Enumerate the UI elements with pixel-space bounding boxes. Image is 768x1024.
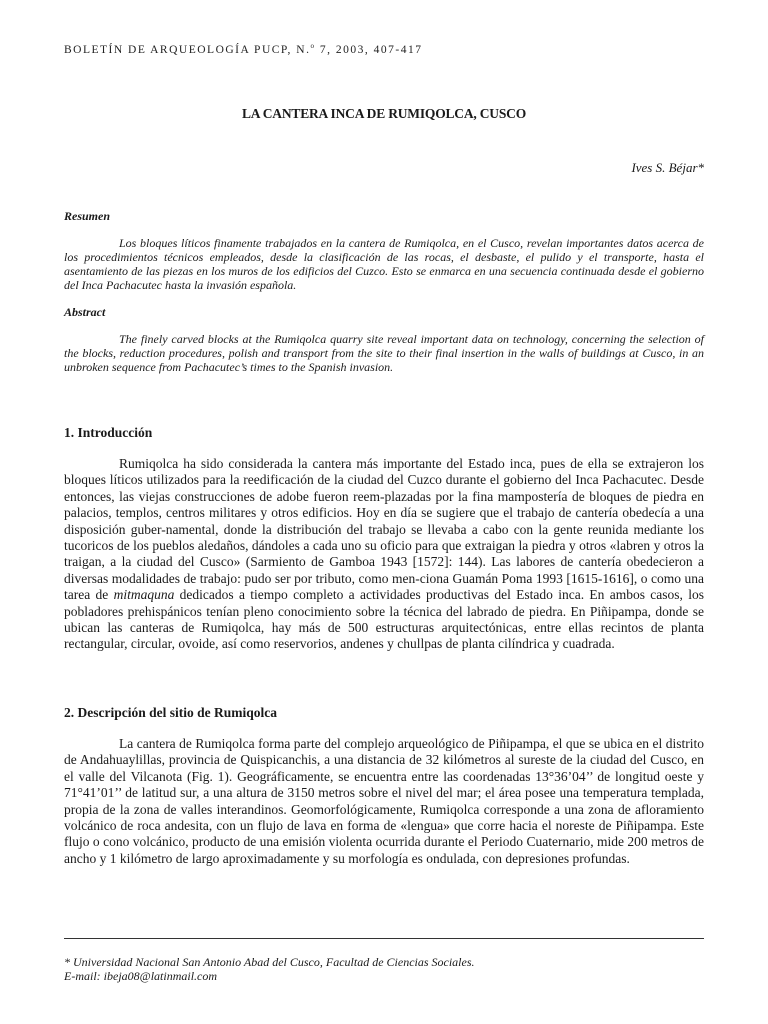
section-1-text-part-1: Rumiqolca ha sido considerada la cantera más importante del Estado inca, pues de ella se extrajeron los bloques líticos utilizados para la reedificación de la ciudad del Cuzco durante el gobierno del Inca Pachacutec. Desde entonces, las viejas construcciones de adobe fueron reem-plazadas por la fina mampostería de bloques de piedra en palacios, templos, centros militares y otros edificios. Hoy en día se sugiere que el trabajo de cantería obedecía a una disposición guber-namental, donde la distribución del trabajo se llevaba a cabo con la gente reunida mediante los tucoricos de los pueblos aledaños, dándoles a cada uno su oficio para que extraigan la piedra y otros «labren y otros la traigan, a la ciudad del Cusco» (Sarmiento de Gamboa 1943 [1572]: 144). Las labores de cantería obedecieron a diversas modalidades de trabajo: pudo ser por tributo, como men-ciona Guamán Poma 1993 [1615-1616], o como una tarea de	[64, 456, 704, 603]
section-1-italic-term: mitmaquna	[113, 587, 175, 603]
journal-number-superscript: o	[310, 42, 316, 50]
article-title: LA CANTERA INCA DE RUMIQOLCA, CUSCO	[241, 106, 527, 121]
resumen-text: Los bloques líticos finamente trabajados en la cantera de Rumiqolca, en el Cusco, revelan importantes datos acerca de los procedimientos técnicos empleados, desde la clasificación de las rocas, el desbaste, el pulido y el transporte, hasta el asentamiento de las piezas en los muros de los edificios del Cuzco. Esto se enmarca en una secuencia continuada desde el gobierno del Inca Pachacutec hasta la invasión española.	[64, 236, 704, 292]
journal-issue-pages: 7, 2003, 407-417	[315, 43, 423, 56]
footnote-divider	[64, 938, 704, 939]
article-author: Ives S. Béjar*	[631, 160, 704, 175]
section-2-paragraph: La cantera de Rumiqolca forma parte del complejo arqueológico de Piñipampa, el que se ubica en el distrito de Andahuaylillas, provincia de Quispicanchis, a una distancia de 32 kilómetros al sureste de la ciudad del Cusco, en el valle del Vilcanota (Fig. 1). Geográficamente, se encuentra entre las coordenadas 13°36’04’’ de longitud oeste y 71°41’01’’ de latitud sur, a una altura de 3150 metros sobre el nivel del mar; el área posee una temperatura templada, propia de la zona de valles interandinos. Geomorfológicamente, Rumiqolca corresponde a una zona de afloramiento volcánico de roca andesita, con un flujo de lava en forma de «lengua» que corre hacia el noreste de Piñipampa. Este flujo o cono volcánico, producto de una emisión violenta ocurrida durante el Periodo Cuaternario, mide 200 metros de ancho y 1 kilómetro de largo aproximadamente y su morfología es ondulada, con depresiones profundas.	[64, 736, 704, 866]
footnote-affiliation: * Universidad Nacional San Antonio Abad del Cusco, Facultad de Ciencias Sociales.	[64, 955, 475, 969]
journal-name: BOLETÍN DE ARQUEOLOGÍA PUCP, N.	[64, 43, 311, 56]
section-1-text-part-2: dedicados a tiempo completo a actividades productivas del Estado inca. En ambos casos, los pobladores prehispánicos tenían pleno conocimiento sobre la técnica del labrado de piedra. En Piñipampa, donde se ubican las canteras de Rumiqolca, hay más de 500 estructuras arquitectónicas, entre ellas recintos de planta rectangular, circular, ovoide, así como reservorios, andenes y chullpas de planta cilíndrica y cuadrada.	[64, 587, 704, 652]
abstract-text: The finely carved blocks at the Rumiqolca quarry site reveal important data on technology, concerning the selection of the blocks, reduction procedures, polish and transport from the site to their final insertion in the walls of buildings at Cusco, in an unbroken sequence from Pachacutec’s times to the Spanish invasion.	[64, 332, 704, 374]
section-2-heading: 2. Descripción del sitio de Rumiqolca	[64, 705, 277, 720]
footnote-email: E-mail: ibeja08@latinmail.com	[64, 969, 218, 983]
section-1-paragraph	[64, 456, 704, 653]
abstract-heading: Abstract	[64, 305, 106, 319]
section-1-heading: 1. Introducción	[64, 425, 153, 440]
resumen-heading: Resumen	[64, 209, 111, 223]
journal-header	[64, 42, 422, 56]
